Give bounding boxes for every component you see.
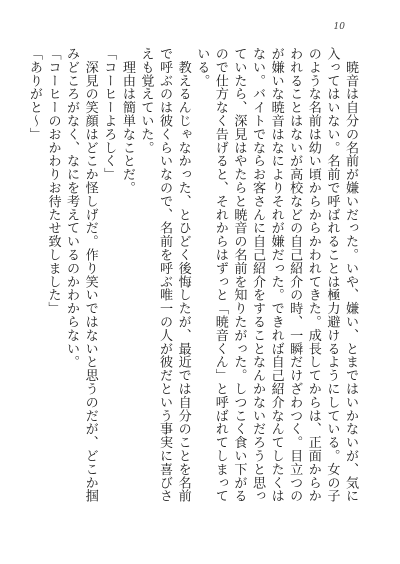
paragraph: 暁音は自分の名前が嫌いだった。いや、嫌い、とまではいかないが、気に入ってはいない。名前で呼ばれることは極力避けるようにしている。女の子のような名前は幼い頃からからかわれてきた。成長してからは、正面からかわれることはないが高校などの自己紹介の時、一瞬だけざわつく。目立つのが嫌いな暁音はなによりそれが嫌だった。できれば自己紹介なんてしたくはない。バイトでならお客さんに自己紹介をすることなんかないだろうと思っていたら、深見はやたらと暁音の名前を知りたがった。しつこく食い下がるので仕方なく告げると、それからはずっと「暁音くん」と呼ばれてしまっている。: [194, 47, 358, 503]
paragraph: 深見の笑顔はどこか怪しげだ。作り笑いではないと思うのだが、どこか掴みどころがなく、なにを考えているのかわからない。: [64, 47, 98, 503]
paragraph: 教えるんじゃなかった、とひどく後悔したが、最近では自分のことを名前で呼ぶのは彼くらいなので、名前を呼ぶ唯一の人が彼だという事実に喜びさえも覚えていた。: [138, 47, 191, 503]
dialogue-line: 「ありがと～」: [26, 47, 42, 141]
body-text: [26, 47, 359, 515]
dialogue-line: 「コーヒーよろしく」: [101, 47, 117, 181]
page-number: 10: [333, 22, 345, 32]
dialogue-line: 「コーヒーのおかわりお待たせ致しました」: [45, 47, 61, 315]
paragraph: 理由は簡単なことだ。: [119, 47, 135, 195]
